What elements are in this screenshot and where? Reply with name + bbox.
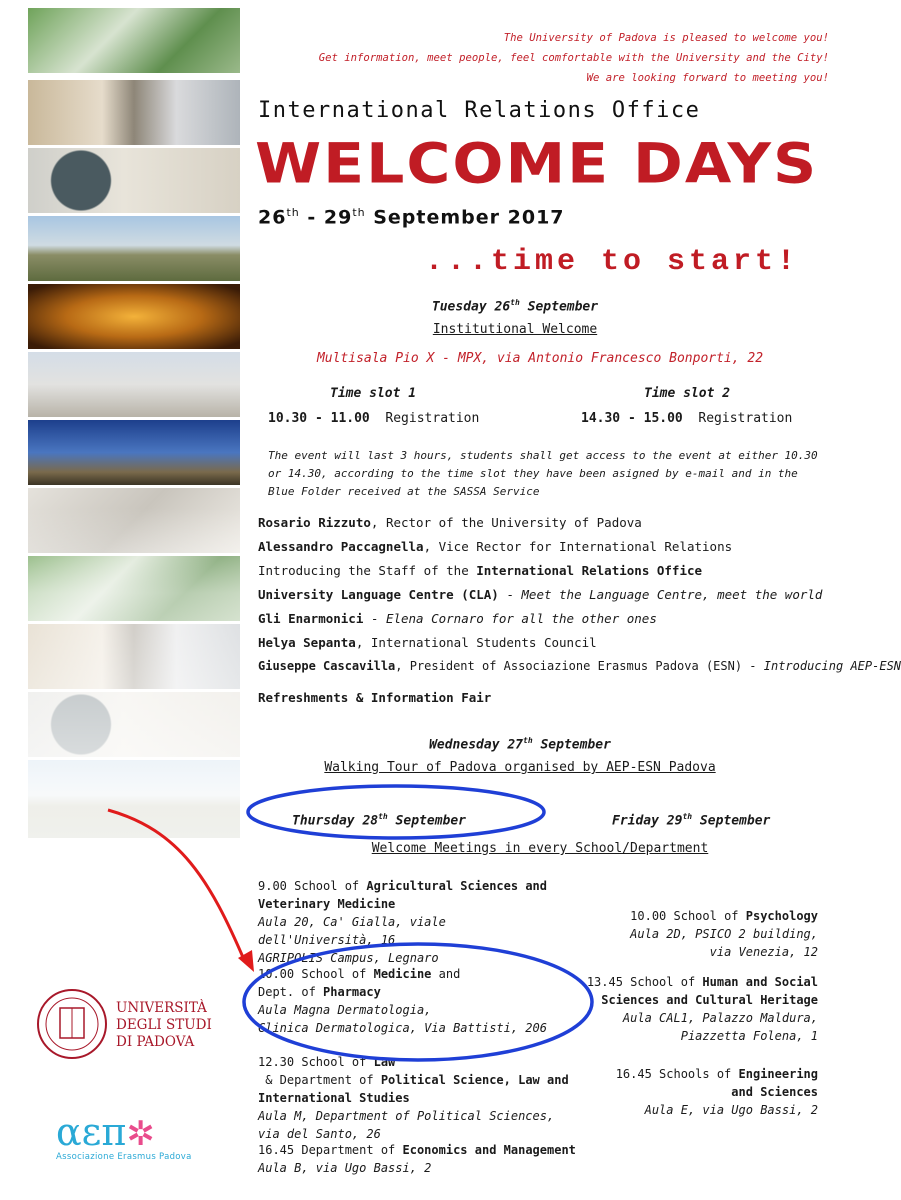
unipd-line-2: DEGLI STUDI (116, 1017, 212, 1033)
speaker-6-name: Helya Sepanta (258, 635, 356, 650)
aep-name: Associazione Erasmus Padova (56, 1152, 192, 1162)
speaker-3 (258, 563, 702, 578)
f1-school: Psychology (745, 909, 818, 923)
speaker-2 (258, 539, 732, 554)
speaker-5-sep: - (363, 611, 386, 626)
wednesday-heading (300, 736, 740, 752)
anatomical-theatre-photo (28, 284, 240, 349)
wednesday-event: Walking Tour of Padova organised by AEP-ESN Padova (324, 760, 716, 775)
date-separator: - (299, 206, 324, 229)
t2-dept: Pharmacy (323, 985, 381, 999)
unipd-logo-text (116, 1000, 212, 1051)
refreshments-text: Refreshments & Information Fair (258, 690, 492, 705)
t1-room: Aula 20, Ca' Gialla, viale dell'Università, 16 (258, 915, 446, 947)
t3-dept: Political Science, Law and International Studies (258, 1073, 569, 1105)
slot2-desc: Registration (698, 411, 793, 426)
month-year: September 2017 (365, 206, 565, 229)
f2-address: Piazzetta Folena, 1 (680, 1029, 818, 1043)
thursday-item-1 (258, 877, 558, 967)
speaker-7-desc: Introducing AEP-ESN (763, 659, 901, 673)
page-title: WELCOME DAYS (255, 132, 819, 197)
speaker-1 (258, 515, 642, 530)
thursday-sup: th (378, 812, 388, 821)
aep-logo (56, 1112, 155, 1154)
palace-facade-photo (28, 80, 240, 145)
meetings-title: Welcome Meetings in every School/Department (371, 841, 709, 856)
t4-dept: Economics and Management (402, 1143, 576, 1157)
event-dates (258, 206, 565, 228)
river-bridge-photo (28, 216, 240, 281)
friday-day: Friday 29 (612, 813, 683, 829)
city-tower-photo (28, 420, 240, 485)
t2-address: Clinica Dermatologica, Via Battisti, 206 (258, 1021, 547, 1035)
end-day-suffix: th (352, 206, 366, 219)
thursday-heading (292, 812, 466, 828)
tuesday-day: Tuesday 26 (431, 299, 511, 315)
speaker-4-sep: - (498, 587, 522, 602)
f3-school-2: and Sciences (731, 1085, 818, 1099)
friday-sup: th (682, 812, 693, 821)
f3-room: Aula E, via Ugo Bassi, 2 (644, 1103, 818, 1117)
t3-pre: 12.30 School of (258, 1055, 374, 1069)
t2-pre: 10.00 School of (258, 967, 374, 981)
speaker-6 (258, 635, 597, 650)
photo-strip (28, 8, 240, 838)
speaker-1-role: , Rector of the University of Padova (370, 515, 642, 530)
aep-symbol: αεπ (56, 1110, 127, 1154)
slot2 (581, 411, 792, 426)
wednesday-rest: September (532, 737, 611, 753)
speaker-7-role: , President of Associazione Erasmus Padova (ESN) - (395, 659, 764, 673)
speaker-5-desc: Elena Cornaro for all the other ones (385, 611, 657, 626)
wednesday-day: Wednesday 27 (429, 737, 523, 753)
t3-room: Aula M, Department of Political Sciences, (258, 1109, 555, 1123)
intro-line-1: The University of Padova is pleased to welcome you! (503, 32, 829, 44)
f1-pre: 10.00 School of (630, 909, 746, 923)
tuesday-event: Institutional Welcome (432, 322, 598, 337)
t2-school: Medicine (373, 967, 432, 981)
friday-item-2 (560, 973, 818, 1045)
f2-school: Human and Social (702, 975, 818, 989)
wednesday-sup: th (523, 736, 533, 745)
strip-fade (28, 508, 240, 848)
t2-mid: and (431, 967, 461, 981)
speaker-3-pre: Introducing the Staff of the (258, 563, 477, 578)
t3-school: Law (373, 1055, 396, 1069)
f3-pre: 16.45 Schools of (615, 1067, 739, 1081)
f3-school: Engineering (738, 1067, 818, 1081)
tuesday-sup: th (510, 298, 520, 307)
tuesday-rest: September (519, 299, 599, 315)
t1-school: Agricultural Sciences and Veterinary Medicine (258, 879, 547, 911)
friday-rest: September (692, 813, 771, 829)
friday-item-1 (560, 907, 818, 961)
slot1-time: 10.30 - 11.00 (268, 411, 370, 426)
slot2-label: Time slot 2 (644, 386, 731, 401)
friday-item-3 (560, 1065, 818, 1119)
speaker-6-role: , International Students Council (355, 635, 597, 650)
t2-room: Aula Magna Dermatologia, (258, 1003, 432, 1017)
slot1 (268, 411, 479, 426)
thursday-day: Thursday 28 (292, 813, 379, 829)
t2-pre2: Dept. of (258, 985, 324, 999)
aerial-campus-photo (28, 8, 240, 73)
t3-address: via del Santo, 26 (258, 1127, 381, 1141)
t4-room: Aula B, via Ugo Bassi, 2 (258, 1161, 432, 1175)
arrowhead-icon (238, 950, 254, 972)
speaker-7-name: Giuseppe Cascavilla (258, 659, 396, 673)
unipd-line-1: UNIVERSITÀ (116, 1000, 207, 1016)
speaker-5 (258, 611, 657, 626)
slot2-time: 14.30 - 15.00 (581, 411, 683, 426)
start-day: 26 (258, 206, 287, 229)
refreshments (258, 690, 491, 705)
thursday-item-3 (258, 1053, 578, 1143)
sculpture-arches-photo (28, 148, 240, 213)
tuesday-heading (300, 298, 730, 314)
thursday-rest: September (387, 813, 467, 829)
unipd-line-3: DI PADOVA (116, 1034, 195, 1050)
intro-line-2: Get information, meet people, feel comfortable with the University and the City! (318, 52, 829, 64)
thursday-item-4 (258, 1141, 618, 1177)
f2-room: Aula CAL1, Palazzo Maldura, (622, 1011, 818, 1025)
speaker-4-desc: Meet the Language Centre, meet the world (521, 587, 823, 602)
f2-school-2: Sciences and Cultural Heritage (601, 993, 818, 1007)
t1-campus: AGRIPOLIS Campus, Legnaro (258, 951, 439, 965)
t4-pre: 16.45 Department of (258, 1143, 403, 1157)
modern-building-photo (28, 352, 240, 417)
office-title: International Relations Office (258, 98, 701, 123)
speaker-7 (258, 659, 901, 673)
university-seal-icon (38, 990, 106, 1058)
end-day: 29 (323, 206, 353, 229)
speaker-1-name: Rosario Rizzuto (258, 515, 371, 530)
friday-heading (612, 812, 770, 828)
t1-pre: 9.00 School of (258, 879, 367, 893)
slot1-label: Time slot 1 (330, 386, 417, 401)
speaker-4 (258, 587, 822, 602)
speaker-4-name: University Language Centre (CLA) (258, 587, 499, 602)
f1-room: Aula 2D, PSICO 2 building, (630, 927, 818, 941)
aep-star-icon: ✲ (126, 1114, 155, 1154)
intro-text (269, 28, 829, 88)
speaker-2-name: Alessandro Paccagnella (258, 539, 424, 554)
start-day-suffix: th (286, 206, 300, 219)
f1-address: via Venezia, 12 (709, 945, 818, 959)
speaker-5-name: Gli Enarmonici (258, 611, 364, 626)
tuesday-venue: Multisala Pio X - MPX, via Antonio Francesco Bonporti, 22 (316, 351, 764, 366)
tuesday-note: The event will last 3 hours, students shall get access to the event at either 10.30 or 14.30, according to the time slot they have been asigned by e-mail and in the Blue Folder received at the SASSA Service (268, 449, 818, 498)
slot1-desc: Registration (385, 411, 480, 426)
t3-mid: & Department of (258, 1073, 381, 1087)
f2-pre: 13.45 School of (586, 975, 703, 989)
speaker-2-role: , Vice Rector for International Relations (423, 539, 733, 554)
thursday-item-2 (258, 965, 578, 1037)
tagline: ...time to start! (425, 245, 800, 279)
intro-line-3: We are looking forward to meeting you! (586, 72, 829, 84)
speaker-3-name: International Relations Office (476, 563, 703, 578)
